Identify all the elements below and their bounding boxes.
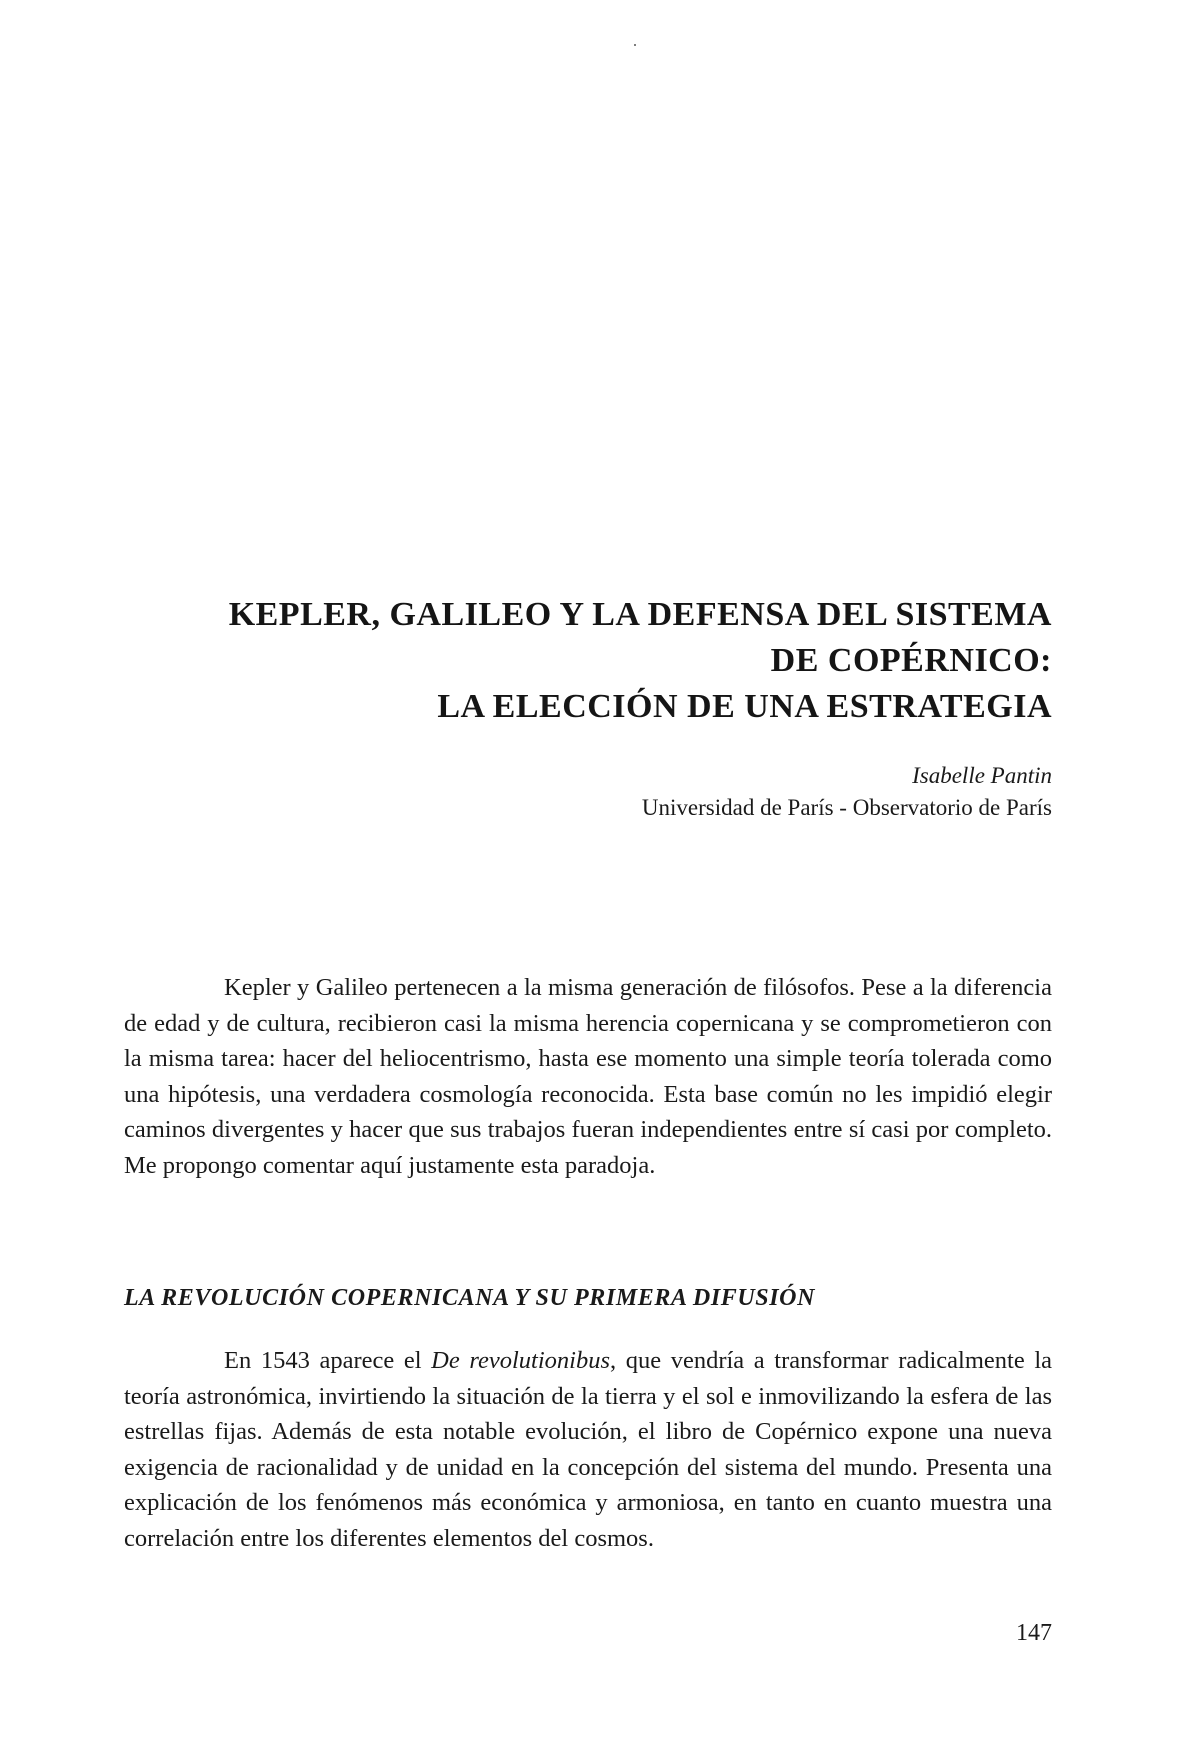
- intro-paragraph: Kepler y Galileo pertenecen a la misma generación de filósofos. Pese a la diferencia de edad y de cultura, recibieron casi la misma herencia copernicana y se comprometieron con la misma tarea: hacer del heliocentrismo, hasta ese momento una simple teoría tolerada como una hipótesis, una verdadera cosmología reconocida. Esta base común no les impidió elegir caminos divergentes y hacer que sus trabajos fueran independientes entre sí casi por completo. Me propongo comentar aquí justamente esta paradoja.: [124, 974, 1052, 1179]
- title-line-1: KEPLER, GALILEO Y LA DEFENSA DEL SISTEMA: [228, 596, 1052, 633]
- body-paragraph: [124, 1343, 1052, 1556]
- page-number: 147: [1016, 1620, 1052, 1646]
- title-line-3: LA ELECCIÓN DE UNA ESTRATEGIA: [437, 688, 1052, 725]
- section-heading: LA REVOLUCIÓN COPERNICANA Y SU PRIMERA DIFUSIÓN: [124, 1285, 816, 1311]
- book-title-italic: De revolutionibus: [431, 1347, 610, 1374]
- article-title: [152, 592, 1052, 730]
- paragraph-text-rest: , que vendría a transformar radicalmente la teoría astronómica, invirtiendo la situación de la tierra y el sol e inmovilizando la esfera de las estrellas fijas. Además de esta notable evolución, el libro de Copérnico expone una nueva exigencia de racionalidad y de unidad en la concepción del sistema del mundo. Presenta una explicación de los fenómenos más económica y armoniosa, en tanto en cuanto muestra una correlación entre los diferentes elementos del cosmos.: [124, 1347, 1052, 1552]
- paragraph-text-start: En 1543 aparece el: [224, 1347, 432, 1374]
- author-affiliation: Universidad de París - Observatorio de París: [641, 795, 1052, 820]
- author-name: Isabelle Pantin: [912, 763, 1052, 788]
- title-line-2: DE COPÉRNICO:: [770, 642, 1052, 679]
- scan-speck: [634, 44, 636, 46]
